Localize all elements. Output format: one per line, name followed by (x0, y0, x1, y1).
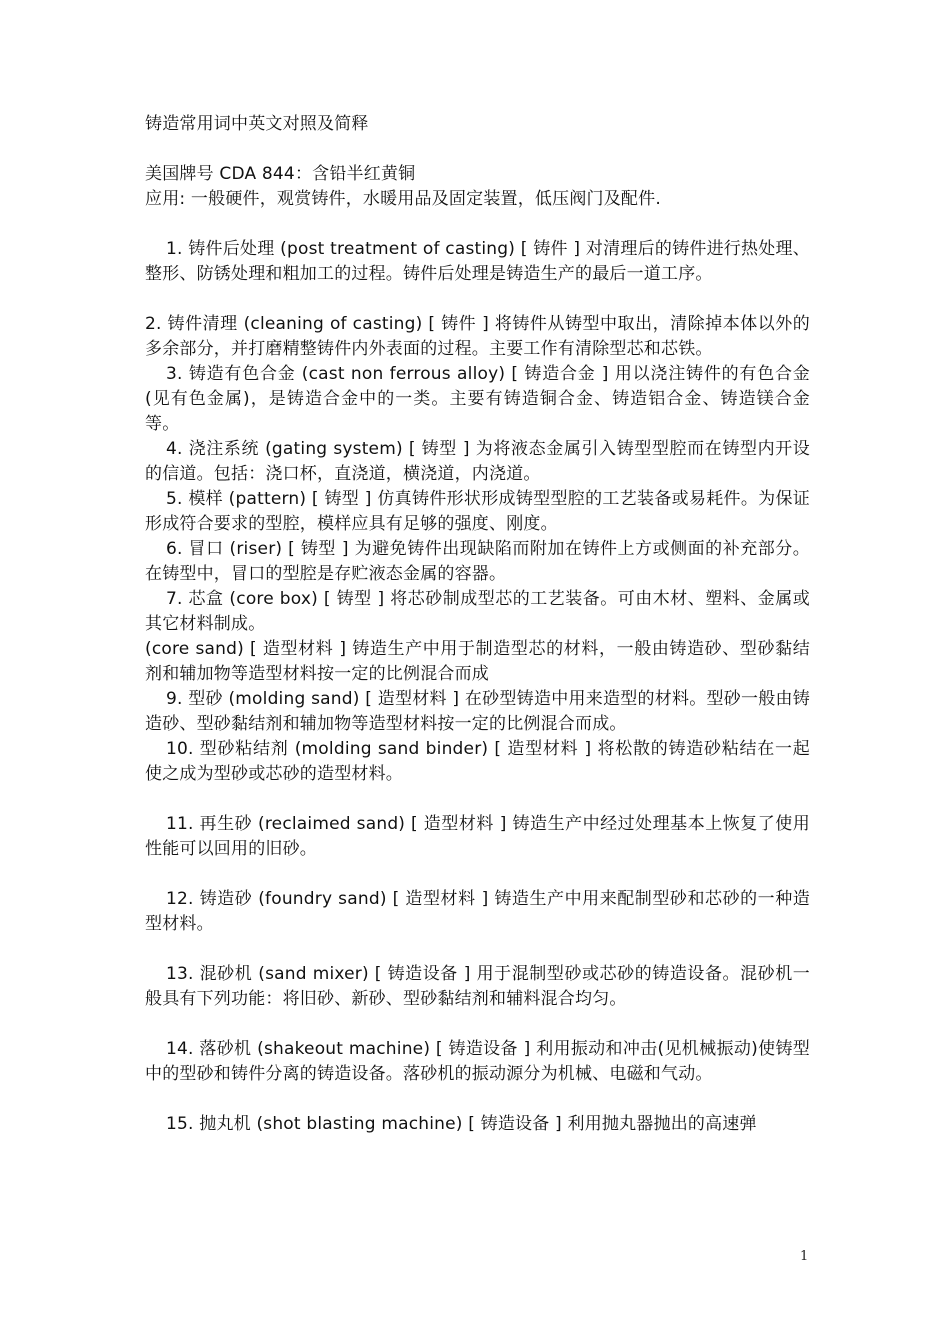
entry-2: 2. 铸件清理 (cleaning of casting) [ 铸件 ] 将铸件从铸型中取出，清除掉本体以外的多余部分，并打磨精整铸件内外表面的过程。主要工作有清除型芯和芯铁。 (145, 314, 810, 359)
spacer (145, 937, 810, 962)
entry-5: 5. 模样 (pattern) [ 铸型 ] 仿真铸件形状形成铸型型腔的工艺装备或易耗件。为保证形成符合要求的型腔，模样应具有足够的强度、刚度。 (145, 489, 810, 534)
spacer (145, 287, 810, 312)
spacer (145, 862, 810, 887)
entry-4: 4. 浇注系统 (gating system) [ 铸型 ] 为将液态金属引入铸型型腔而在铸型内开设的信道。包括：浇口杯，直浇道，横浇道，内浇道。 (145, 439, 810, 484)
document-title: 铸造常用词中英文对照及简释 (145, 114, 369, 134)
page-number: 1 (800, 1249, 809, 1264)
entry-12: 12. 铸造砂 (foundry sand) [ 造型材料 ] 铸造生产中用来配制型砂和芯砂的一种造型材料。 (145, 889, 810, 934)
entry-core-sand: (core sand) [ 造型材料 ] 铸造生产中用于制造型芯的材料，一般由铸造砂、型砂黏结剂和辅加物等造型材料按一定的比例混合而成 (145, 639, 810, 684)
spacer (145, 212, 810, 237)
spacer (145, 1087, 810, 1112)
entry-15: 15. 抛丸机 (shot blasting machine) [ 铸造设备 ] 利用抛丸器抛出的高速弹 (166, 1114, 757, 1134)
entry-11: 11. 再生砂 (reclaimed sand) [ 造型材料 ] 铸造生产中经过处理基本上恢复了使用性能可以回用的旧砂。 (145, 814, 810, 859)
entry-10: 10. 型砂粘结剂 (molding sand binder) [ 造型材料 ] 将松散的铸造砂粘结在一起使之成为型砂或芯砂的造型材料。 (145, 739, 810, 784)
entry-13: 13. 混砂机 (sand mixer) [ 铸造设备 ] 用于混制型砂或芯砂的铸造设备。混砂机一般具有下列功能：将旧砂、新砂、型砂黏结剂和辅料混合均匀。 (145, 964, 810, 1009)
entry-1: 1. 铸件后处理 (post treatment of casting) [ 铸件 ] 对清理后的铸件进行热处理、整形、防锈处理和粗加工的过程。铸件后处理是铸造生产的最后一道工序。 (145, 239, 810, 284)
entry-14: 14. 落砂机 (shakeout machine) [ 铸造设备 ] 利用振动和冲击(见机械振动)使铸型中的型砂和铸件分离的铸造设备。落砂机的振动源分为机械、电磁和气动。 (145, 1039, 810, 1084)
spacer (145, 1012, 810, 1037)
spacer (145, 787, 810, 812)
spacer (145, 137, 810, 162)
brand-line: 美国牌号 CDA 844：含铅半红黄铜 (145, 164, 416, 184)
entry-3: 3. 铸造有色合金 (cast non ferrous alloy) [ 铸造合金 ] 用以浇注铸件的有色合金(见有色金属)，是铸造合金中的一类。主要有铸造铜合金、铸造铝合金、铸造镁合金等。 (145, 364, 810, 434)
entry-9: 9. 型砂 (molding sand) [ 造型材料 ] 在砂型铸造中用来造型的材料。型砂一般由铸造砂、型砂黏结剂和辅加物等造型材料按一定的比例混合而成。 (145, 689, 810, 734)
application-line: 应用: 一般硬件，观赏铸件，水暖用品及固定装置，低压阀门及配件. (145, 189, 661, 209)
entry-6: 6. 冒口 (riser) [ 铸型 ] 为避免铸件出现缺陷而附加在铸件上方或侧面的补充部分。在铸型中，冒口的型腔是存贮液态金属的容器。 (145, 539, 810, 584)
entry-7: 7. 芯盒 (core box) [ 铸型 ] 将芯砂制成型芯的工艺装备。可由木材、塑料、金属或其它材料制成。 (145, 589, 810, 634)
document-body (145, 112, 810, 1137)
